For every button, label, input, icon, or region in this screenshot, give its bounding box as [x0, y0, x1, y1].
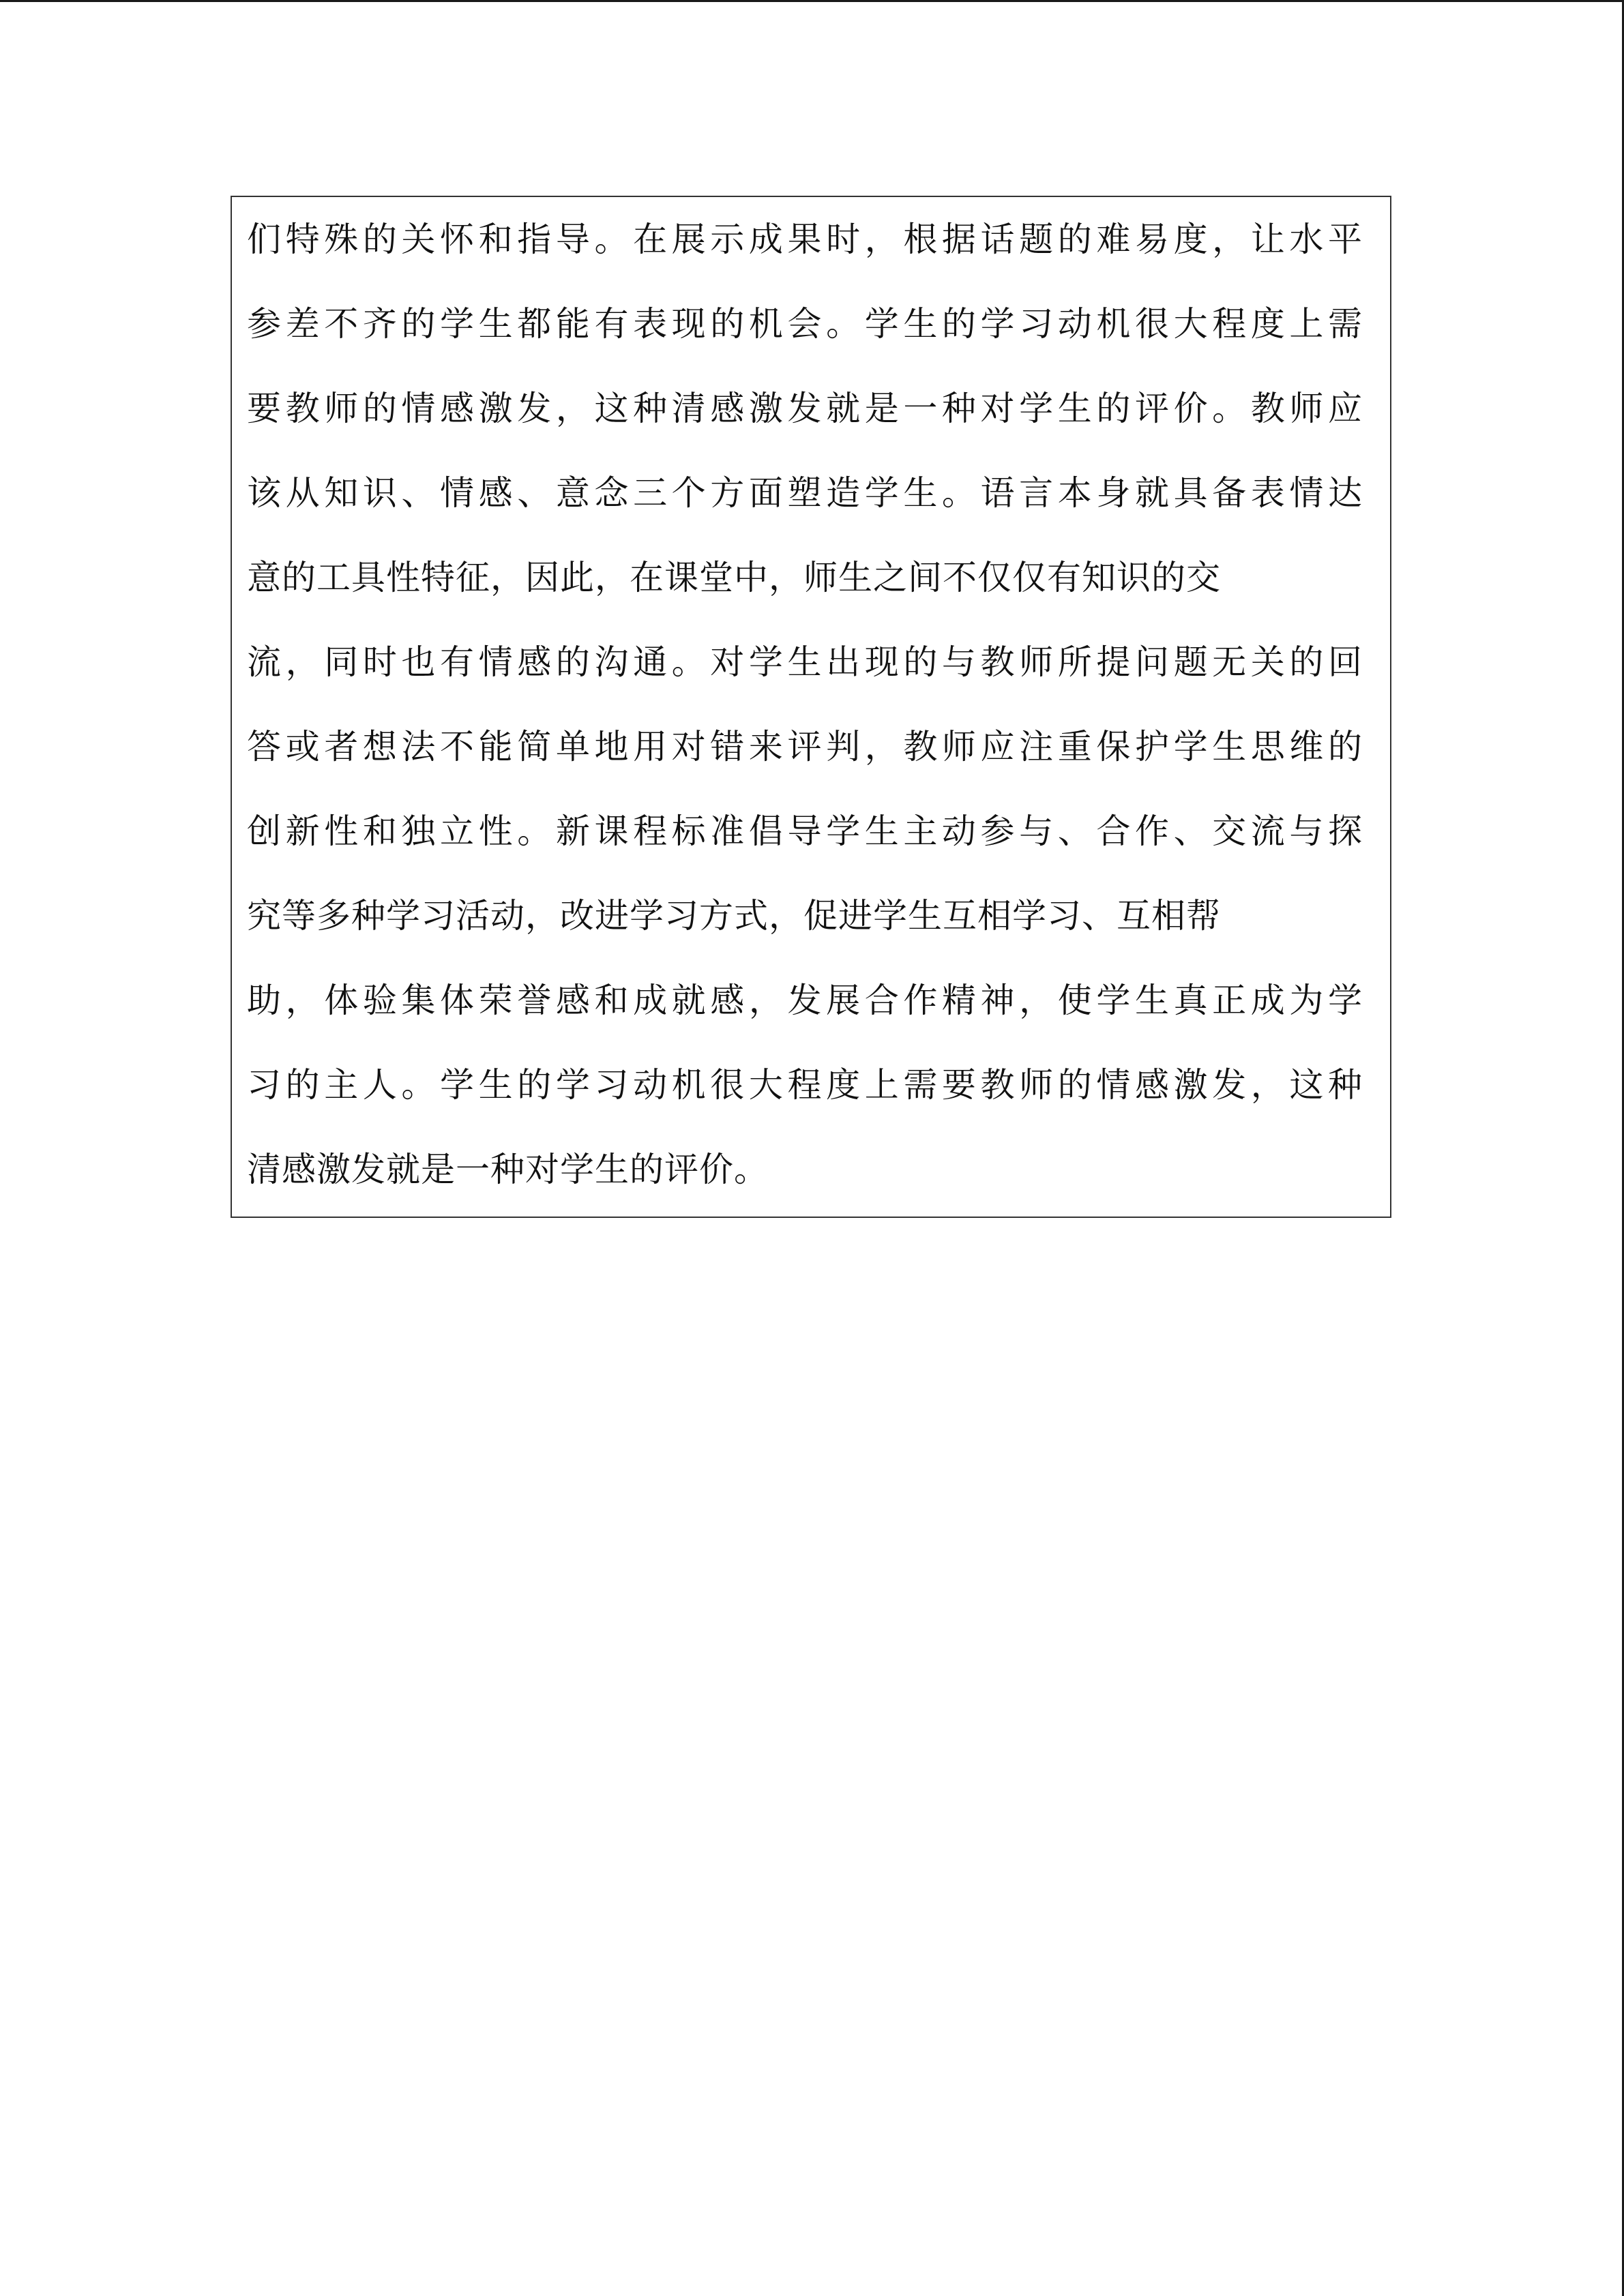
bordered-text-box	[231, 196, 1391, 1218]
text-line-7: 答或者想法不能简单地用对错来评判，教师应注重保护学生思维的	[247, 727, 1363, 766]
text-line-11: 习的主人。学生的学习动机很大程度上需要教师的情感激发，这种	[247, 1065, 1363, 1105]
text-line-10: 助，体验集体荣誉感和成就感，发展合作精神，使学生真正成为学	[247, 981, 1363, 1020]
text-line-6: 流，同时也有情感的沟通。对学生出现的与教师所提问题无关的回	[247, 642, 1363, 682]
text-line-4: 该从知识、情感、意念三个方面塑造学生。语言本身就具备表情达	[247, 473, 1363, 513]
page-top-border	[0, 0, 1624, 2]
text-line-2: 参差不齐的学生都能有表现的机会。学生的学习动机很大程度上需	[247, 304, 1363, 344]
text-line-3: 要教师的情感激发，这种清感激发就是一种对学生的评价。教师应	[247, 389, 1363, 428]
text-line-9: 究等多种学习活动，改进学习方式，促进学生互相学习、互相帮	[247, 896, 1221, 936]
text-line-12: 清感激发就是一种对学生的评价。	[247, 1150, 769, 1189]
text-line-8: 创新性和独立性。新课程标准倡导学生主动参与、合作、交流与探	[247, 811, 1363, 851]
text-line-1: 们特殊的关怀和指导。在展示成果时，根据话题的难易度，让水平	[247, 220, 1363, 259]
text-line-5: 意的工具性特征，因此，在课堂中，师生之间不仅仅有知识的交	[247, 558, 1221, 597]
